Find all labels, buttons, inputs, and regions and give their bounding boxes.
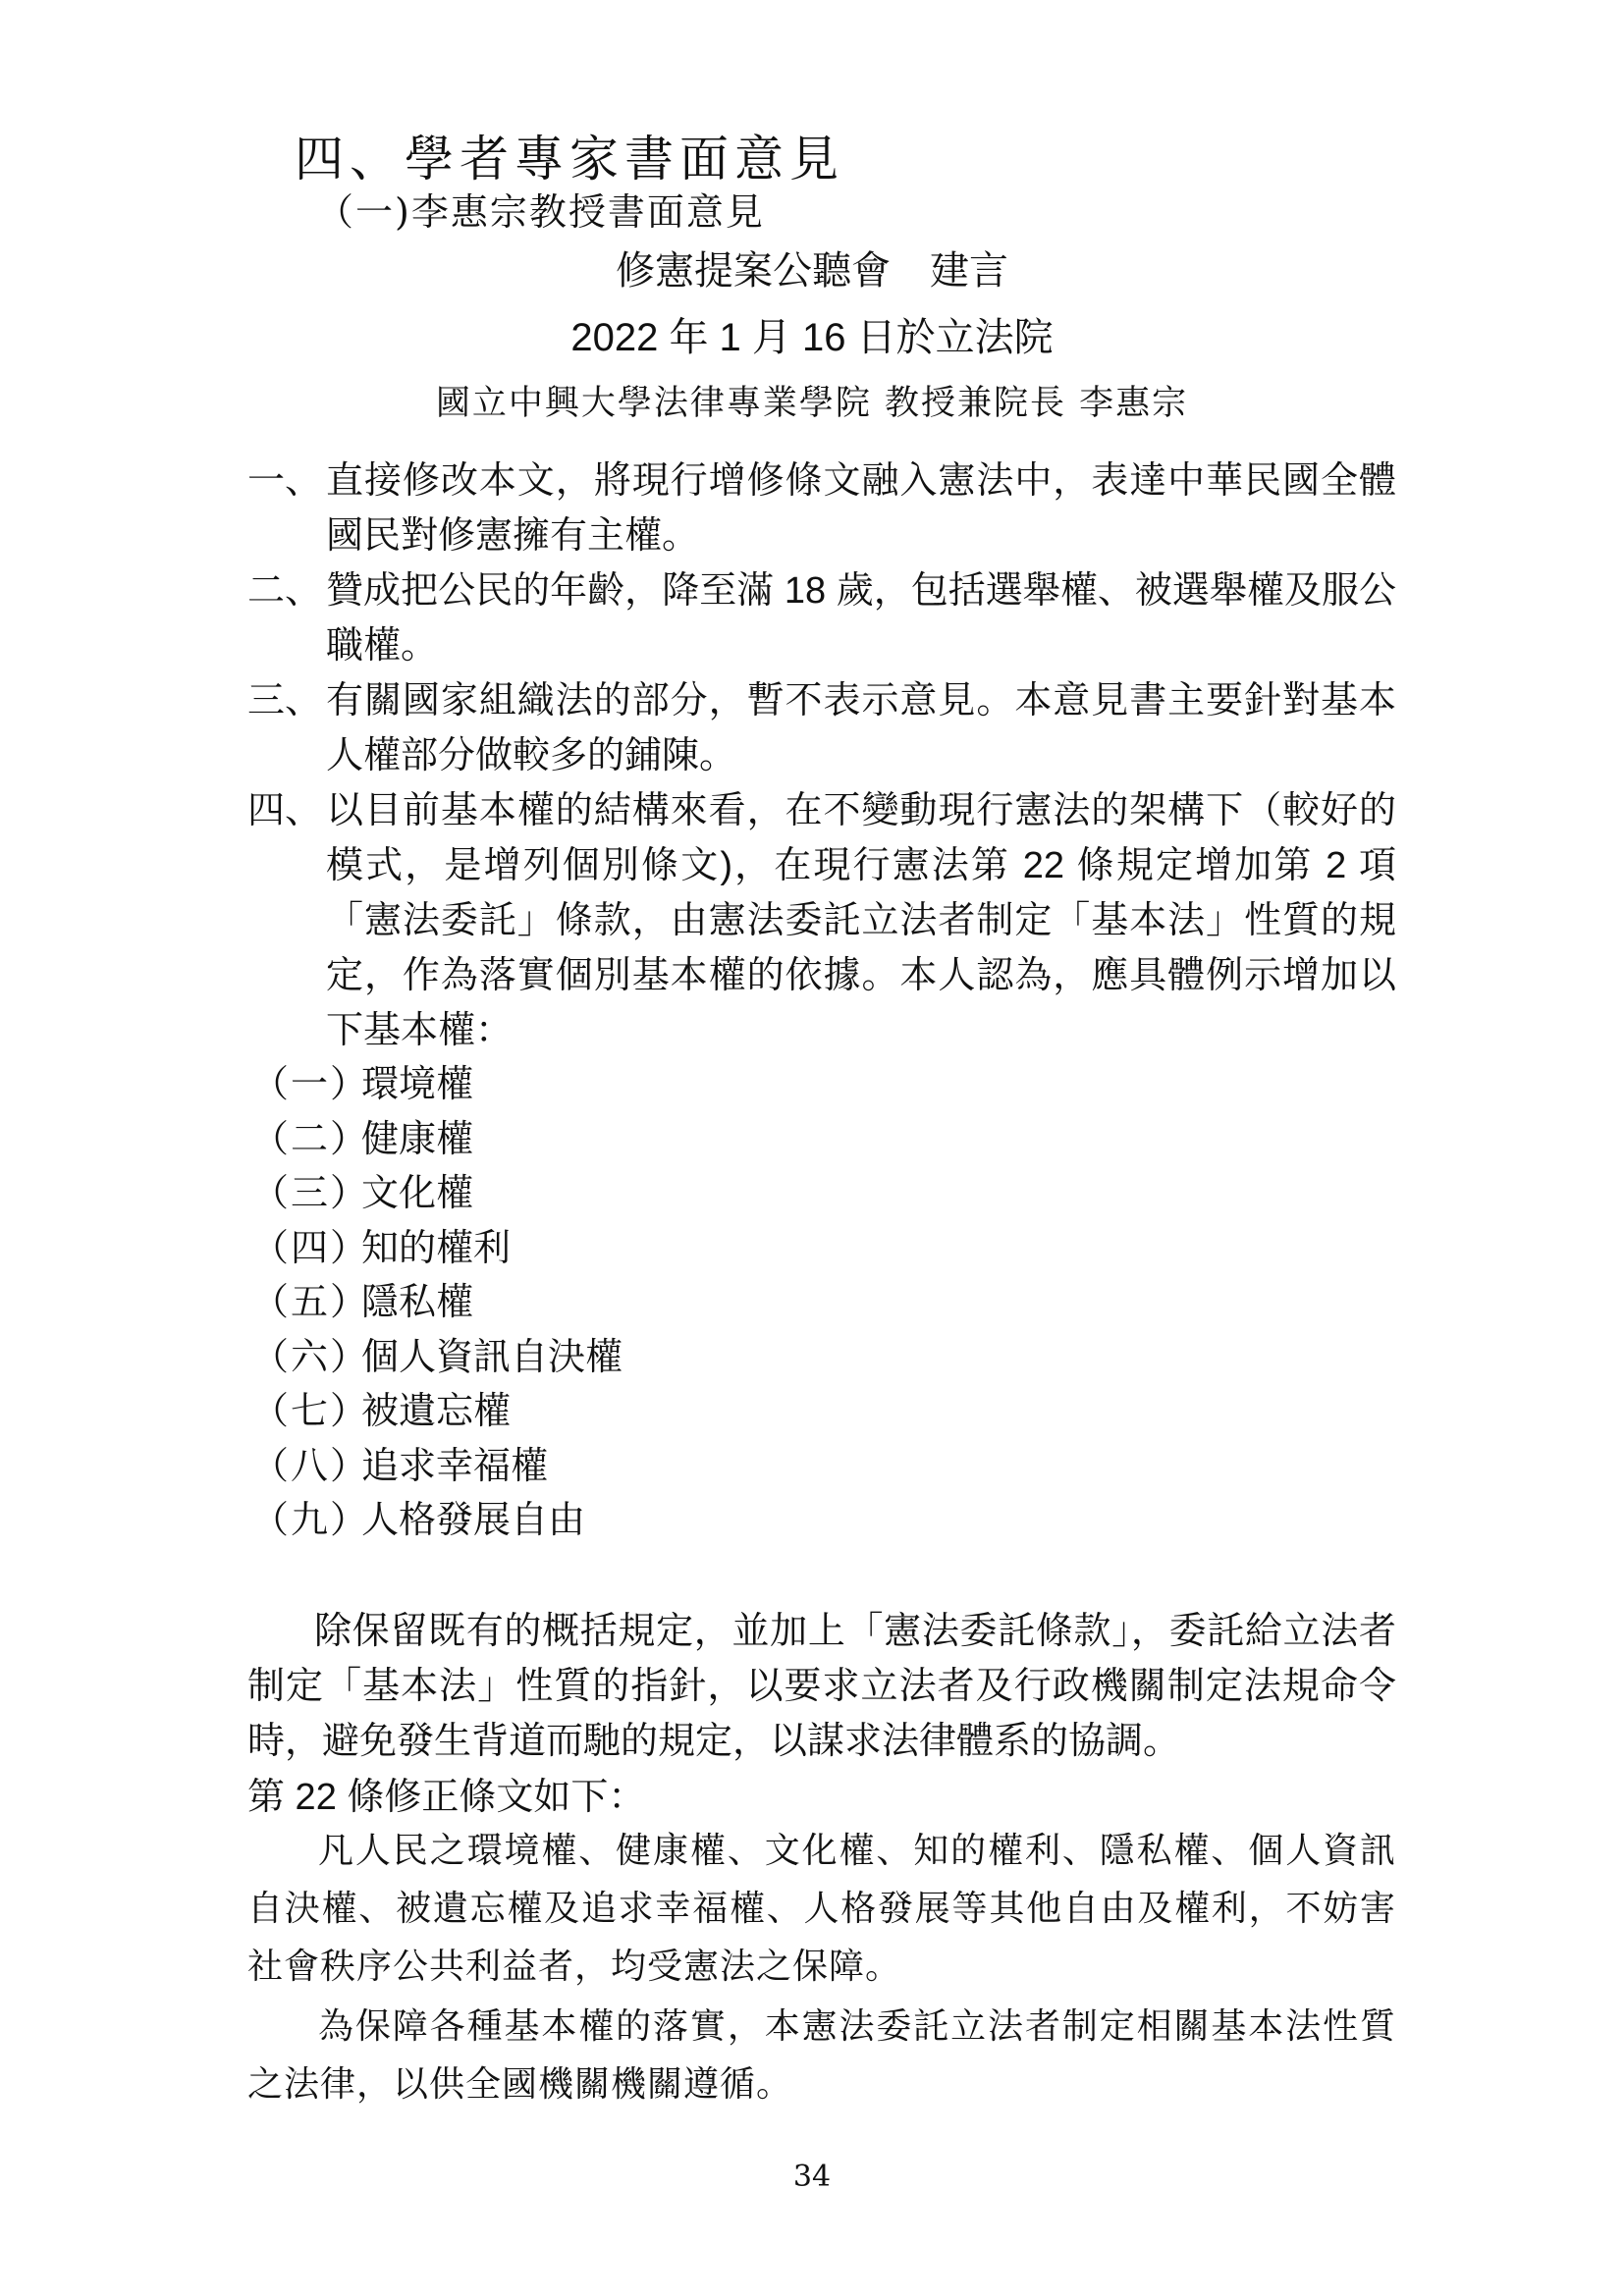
rights-list-item xyxy=(251,1331,623,1386)
list-item-text: 有關國家組織法的部分，暫不表示意見。本意見書主要針對基本人權部分做較多的鋪陳。 xyxy=(326,680,1396,776)
rights-list-item xyxy=(251,1222,623,1277)
rights-item-text: 知的權利 xyxy=(361,1227,512,1269)
rights-item-number: （七） xyxy=(251,1391,370,1432)
subsection-heading: （一)李惠宗教授書面意見 xyxy=(316,190,765,234)
rights-item-text: 文化權 xyxy=(361,1173,474,1214)
rights-item-number: （二） xyxy=(251,1118,370,1160)
list-item-number: 二、 xyxy=(247,570,323,612)
list-item-number: 四、 xyxy=(247,790,323,831)
numbered-list xyxy=(247,454,1396,1058)
rights-item-number: （八） xyxy=(251,1445,370,1487)
rights-list-item xyxy=(251,1113,623,1168)
rights-item-text: 隱私權 xyxy=(361,1282,474,1323)
list-item-text: 贊成把公民的年齡，降至滿 18 歲，包括選舉權、被選舉權及服公職權。 xyxy=(326,570,1396,667)
amendment-paragraph: 凡人民之環境權、健康權、文化權、知的權利、隱私權、個人資訊自決權、被遺忘權及追求幸福權、人格發展等其他自由及權利，不妨害社會秩序公共利益者，均受憲法之保障。 xyxy=(247,1831,1396,1987)
list-item xyxy=(247,563,1396,673)
article-heading: 第 22 條修正條文如下： xyxy=(247,1777,646,1818)
rights-item-number: （六） xyxy=(251,1336,370,1378)
rights-list-item xyxy=(251,1494,623,1549)
list-item xyxy=(247,673,1396,783)
list-item-text: 直接修改本文，將現行增修條文融入憲法中，表達中華民國全體國民對修憲擁有主權。 xyxy=(326,460,1396,557)
rights-item-number: （五） xyxy=(251,1282,370,1323)
rights-item-number: （三） xyxy=(251,1173,370,1214)
document-author: 國立中興大學法律專業學院 教授兼院長 李惠宗 xyxy=(435,384,1189,423)
rights-list-item xyxy=(251,1440,623,1495)
rights-item-text: 被遺忘權 xyxy=(361,1391,512,1432)
list-item xyxy=(247,454,1396,563)
rights-item-text: 環境權 xyxy=(361,1064,474,1105)
document-title: 修憲提案公聽會 建言 xyxy=(616,249,1008,293)
rights-item-text: 人格發展自由 xyxy=(361,1500,586,1541)
rights-item-number: （九） xyxy=(251,1500,370,1541)
body-paragraph: 除保留既有的概括規定，並加上「憲法委託條款」，委託給立法者制定「基本法」性質的指針，以要求立法者及行政機關制定法規命令時，避免發生背道而馳的規定，以謀求法律體系的協調。 xyxy=(247,1611,1396,1762)
rights-item-number: （一） xyxy=(251,1064,370,1105)
list-item-number: 三、 xyxy=(247,680,323,721)
rights-item-number: （四） xyxy=(251,1227,370,1269)
rights-list-item xyxy=(251,1385,623,1440)
document-date: 2022 年 1 月 16 日於立法院 xyxy=(570,316,1054,359)
list-item-text: 以目前基本權的結構來看，在不變動現行憲法的架構下（較好的模式，是增列個別條文)，在現行憲法第 22 條規定增加第 2 項「憲法委託」條款，由憲法委託立法者制定「基本法」性質的規定，作為落實個別基本權的依據。本人認為，應具體例示增加以下基本權： xyxy=(326,790,1396,1051)
rights-item-text: 追求幸福權 xyxy=(361,1445,549,1487)
rights-list-item xyxy=(251,1058,623,1113)
rights-list-item xyxy=(251,1167,623,1222)
list-item xyxy=(247,783,1396,1058)
rights-list-item xyxy=(251,1276,623,1331)
rights-item-text: 個人資訊自決權 xyxy=(361,1336,623,1378)
section-heading: 四、學者專家書面意見 xyxy=(295,131,844,187)
page-number: 34 xyxy=(792,2160,832,2194)
rights-item-text: 健康權 xyxy=(361,1118,474,1160)
amendment-paragraph: 為保障各種基本權的落實，本憲法委託立法者制定相關基本法性質之法律，以供全國機關機關遵循。 xyxy=(247,2006,1396,2105)
list-item-number: 一、 xyxy=(247,460,323,502)
rights-list xyxy=(251,1058,623,1549)
